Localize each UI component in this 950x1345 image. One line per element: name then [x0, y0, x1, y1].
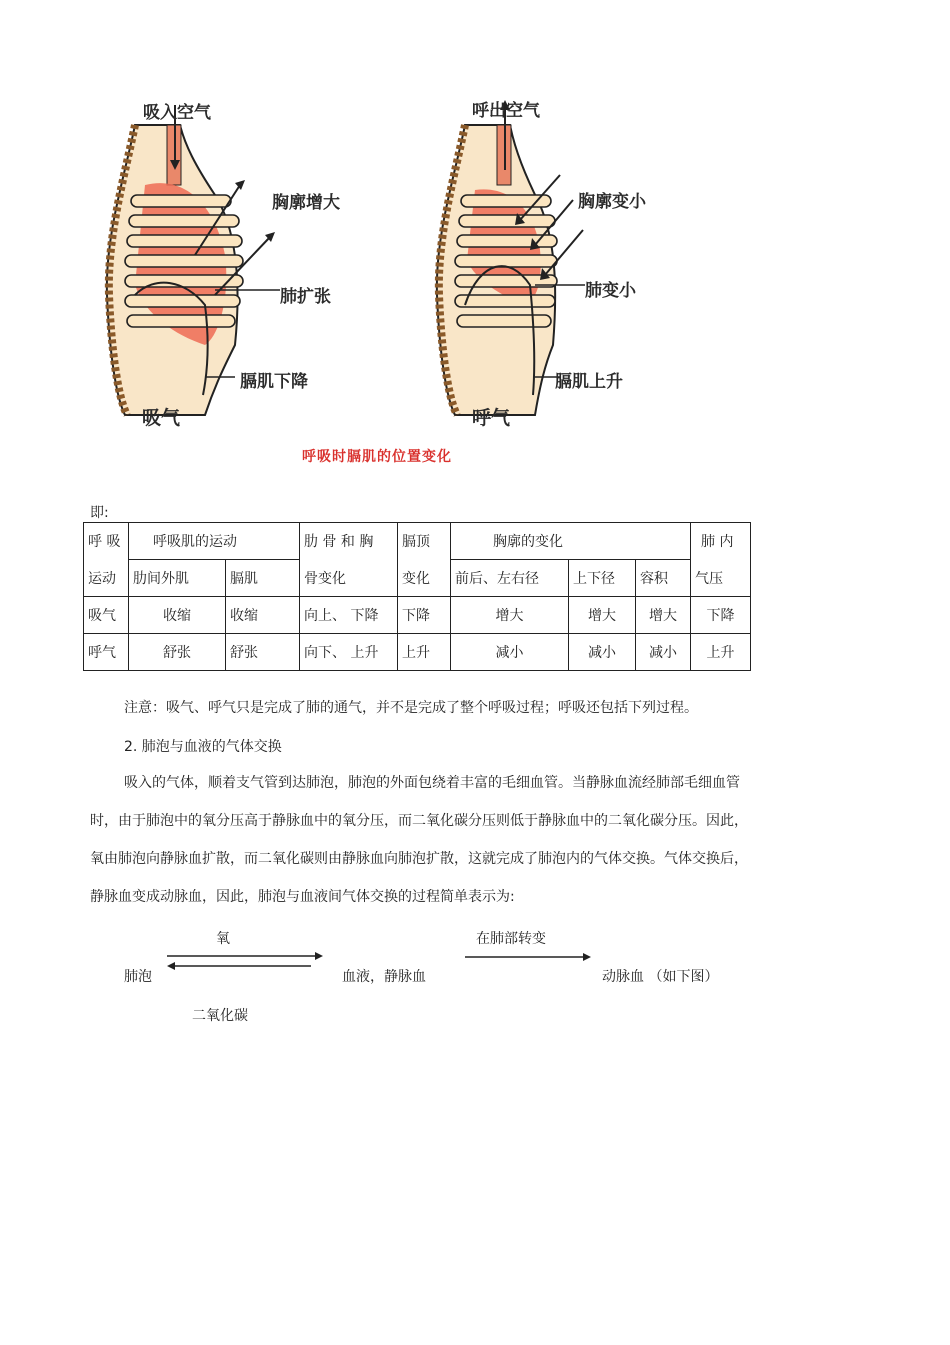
header-updown: 上下径	[569, 560, 636, 597]
paragraph-line-1: 吸入的气体，顺着支气管到达肺泡，肺泡的外面包绕着丰富的毛细血管。当静脉血流经肺部毛细血管	[124, 775, 740, 791]
cell-intercostal: 收缩	[129, 597, 226, 634]
inhale-label: 吸气	[142, 407, 181, 429]
cell-motion: 吸气	[84, 597, 129, 634]
note-text: 注意：吸气、呼气只是完成了肺的通气，并不是完成了整个呼吸过程；呼吸还包括下列过程。	[124, 700, 698, 716]
header-motion: 呼 吸	[84, 523, 129, 560]
header-pressure: 肺 内	[691, 523, 751, 560]
cell-top: 上升	[398, 634, 451, 671]
header-top: 膈顶	[398, 523, 451, 560]
header-diaphragm: 膈肌	[226, 560, 300, 597]
alveoli-label: 肺泡	[124, 969, 152, 985]
cell-volume: 减小	[636, 634, 691, 671]
cell-updown: 减小	[569, 634, 636, 671]
transform-arrow	[463, 950, 593, 964]
header-muscle: 呼吸肌的运动	[129, 523, 300, 560]
header-intercostal: 肋间外肌	[129, 560, 226, 597]
table-row	[84, 597, 751, 634]
diaphragm-down-label: 膈肌下降	[240, 372, 308, 392]
table-header-row	[84, 523, 751, 560]
intro-text: 即:	[90, 505, 109, 521]
header-chest: 胸廓的变化	[451, 523, 691, 560]
chest-expand-label: 胸廓增大	[272, 193, 340, 213]
transform-label: 在肺部转变	[476, 931, 546, 947]
diaphragm-up-label: 膈肌上升	[555, 372, 623, 392]
cell-pressure: 上升	[691, 634, 751, 671]
paragraph-line-2: 时，由于肺泡中的氧分压高于静脉血中的氧分压，而二氧化碳分压则低于静脉血中的二氧化碳分压。因此，	[90, 813, 748, 829]
figure-caption: 呼吸时膈肌的位置变化	[302, 449, 452, 465]
venous-blood-label: 血液，静脉血	[342, 969, 426, 985]
cell-top: 下降	[398, 597, 451, 634]
lung-expand-label: 肺扩张	[280, 287, 331, 307]
cell-front: 减小	[451, 634, 569, 671]
arterial-blood-label: 动脉血 （如下图）	[602, 969, 719, 985]
cell-diaphragm: 舒张	[226, 634, 300, 671]
cell-diaphragm: 收缩	[226, 597, 300, 634]
cell-pressure: 下降	[691, 597, 751, 634]
exhale-label: 呼气	[472, 407, 511, 429]
oxygen-label: 氧	[216, 931, 230, 947]
header-top-b: 变化	[398, 560, 451, 597]
header-motion-b: 运动	[84, 560, 129, 597]
chest-shrink-label: 胸廓变小	[578, 192, 646, 212]
header-volume: 容积	[636, 560, 691, 597]
paragraph-line-3: 氧由肺泡向静脉血扩散，而二氧化碳则由静脉血向肺泡扩散，这就完成了肺泡内的气体交换。气体交换后，	[90, 851, 748, 867]
cell-rib: 向上、 下降	[300, 597, 398, 634]
lung-shrink-label: 肺变小	[585, 281, 636, 301]
paragraph-line-4: 静脉血变成动脉血，因此，肺泡与血液间气体交换的过程简单表示为:	[90, 889, 515, 905]
inhale-air-label: 吸入空气	[143, 103, 211, 123]
table-row	[84, 634, 751, 671]
cell-intercostal: 舒张	[129, 634, 226, 671]
cell-updown: 增大	[569, 597, 636, 634]
header-front: 前后、左右径	[451, 560, 569, 597]
table-subheader-row	[84, 560, 751, 597]
header-rib-b: 骨变化	[300, 560, 398, 597]
header-rib: 肋 骨 和 胸	[300, 523, 398, 560]
respiration-table	[83, 522, 751, 671]
exchange-arrows	[165, 948, 325, 972]
cell-rib: 向下、 上升	[300, 634, 398, 671]
co2-label: 二氧化碳	[192, 1008, 248, 1024]
cell-motion: 呼气	[84, 634, 129, 671]
section-title: 2. 肺泡与血液的气体交换	[124, 739, 282, 755]
cell-volume: 增大	[636, 597, 691, 634]
header-pressure-b: 气压	[691, 560, 751, 597]
exhale-air-label: 呼出空气	[472, 101, 540, 121]
cell-front: 增大	[451, 597, 569, 634]
